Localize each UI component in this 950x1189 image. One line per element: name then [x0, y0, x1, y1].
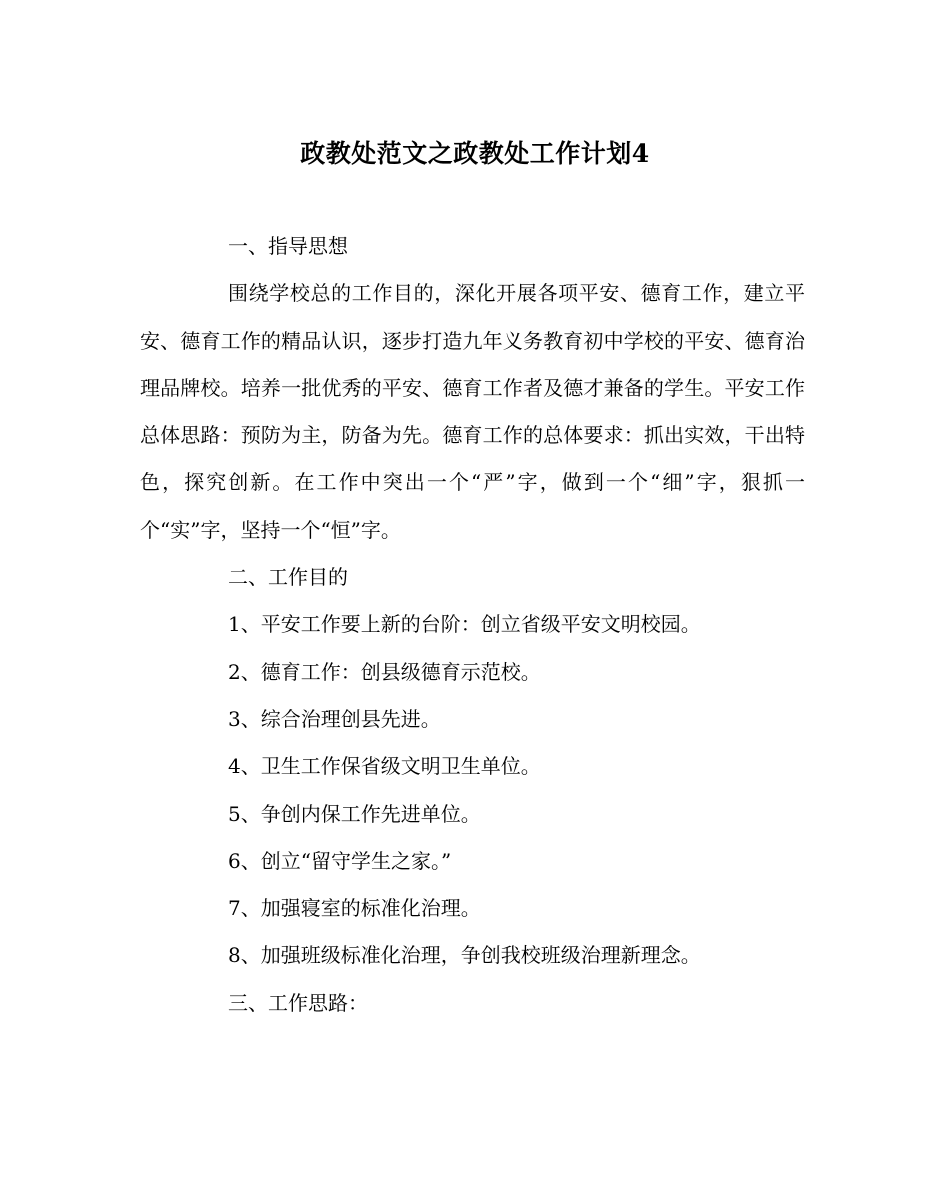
paragraph-guiding-ideology: 围绕学校总的工作目的，深化开展各项平安、德育工作，建立平安、德育工作的精品认识，逐步打造九年义务教育初中学校的平安、德育治理品牌校。培养一批优秀的平安、德育工作者及德才兼备的学生。平安工作总体思路：预防为主，防备为先。德育工作的总体要求：抓出实效，干出特色，探究创新。在工作中突出一个“严”字，做到一个“细”字，狠抓一个“实”字，坚持一个“恒”字。	[140, 281, 805, 542]
list-item: 6、创立“留守学生之家。”	[228, 848, 452, 873]
list-item: 3、综合治理创县先进。	[228, 706, 441, 731]
section-heading-work-approach: 三、工作思路：	[228, 990, 368, 1015]
list-item: 8、加强班级标准化治理，争创我校班级治理新理念。	[228, 943, 701, 968]
document-title: 政教处范文之政教处工作计划4	[300, 139, 650, 168]
list-item: 5、争创内保工作先进单位。	[228, 801, 481, 826]
section-heading-work-goals: 二、工作目的	[228, 565, 348, 590]
list-item: 4、卫生工作保省级文明卫生单位。	[228, 754, 541, 779]
list-item: 1、平安工作要上新的台阶：创立省级平安文明校园。	[228, 612, 701, 637]
list-item: 2、德育工作：创县级德育示范校。	[228, 659, 541, 684]
document-body	[140, 223, 805, 1027]
list-item: 7、加强寝室的标准化治理。	[228, 896, 481, 921]
section-heading-guiding-ideology: 一、指导思想	[228, 234, 348, 258]
